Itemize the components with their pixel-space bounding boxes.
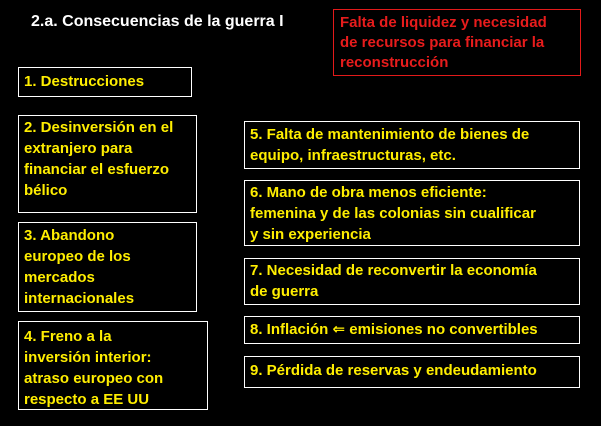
note-line: Falta de liquidez y necesidad (340, 14, 547, 31)
box-line: equipo, infraestructuras, etc. (250, 147, 456, 164)
consequence-box-8 (244, 316, 580, 344)
note-line: reconstrucción (340, 54, 449, 71)
box-line: europeo de los (24, 248, 131, 265)
consequence-box-9 (244, 356, 580, 388)
consequence-box-6 (244, 180, 580, 246)
consequence-box-3 (18, 222, 197, 312)
box-line: internacionales (24, 290, 135, 307)
consequence-box-2 (18, 115, 197, 213)
box-line: 5. Falta de mantenimiento de bienes de (250, 126, 530, 143)
note-box-liquidity (333, 9, 581, 76)
box-line: extranjero para (24, 140, 133, 157)
page-title: 2.a. Consecuencias de la guerra I (31, 13, 284, 30)
box-line: 9. Pérdida de reservas y endeudamiento (250, 362, 537, 379)
box-line: de guerra (250, 283, 319, 300)
box-line: femenina y de las colonias sin cualificar (250, 205, 536, 222)
note-line: de recursos para financiar la (340, 34, 545, 51)
box-line: mercados (24, 269, 95, 286)
box-line: respecto a EE UU (24, 391, 150, 408)
box-line: y sin experiencia (250, 226, 371, 243)
box-line: 8. Inflación ⇐ emisiones no convertibles (250, 321, 538, 338)
consequence-box-4 (18, 321, 208, 410)
box-line: 2. Desinversión en el (24, 119, 174, 136)
consequence-box-1 (18, 67, 192, 97)
box-line: financiar el esfuerzo (24, 161, 170, 178)
box-line: 1. Destrucciones (24, 73, 145, 90)
box-line: 7. Necesidad de reconvertir la economía (250, 262, 537, 279)
box-line: inversión interior: (24, 349, 152, 366)
box-line: 6. Mano de obra menos eficiente: (250, 184, 487, 201)
box-line: 4. Freno a la (24, 328, 112, 345)
consequence-box-5 (244, 121, 580, 169)
box-line: atraso europeo con (24, 370, 164, 387)
box-line: bélico (24, 182, 68, 199)
consequence-box-7 (244, 258, 580, 305)
box-line: 3. Abandono (24, 227, 115, 244)
